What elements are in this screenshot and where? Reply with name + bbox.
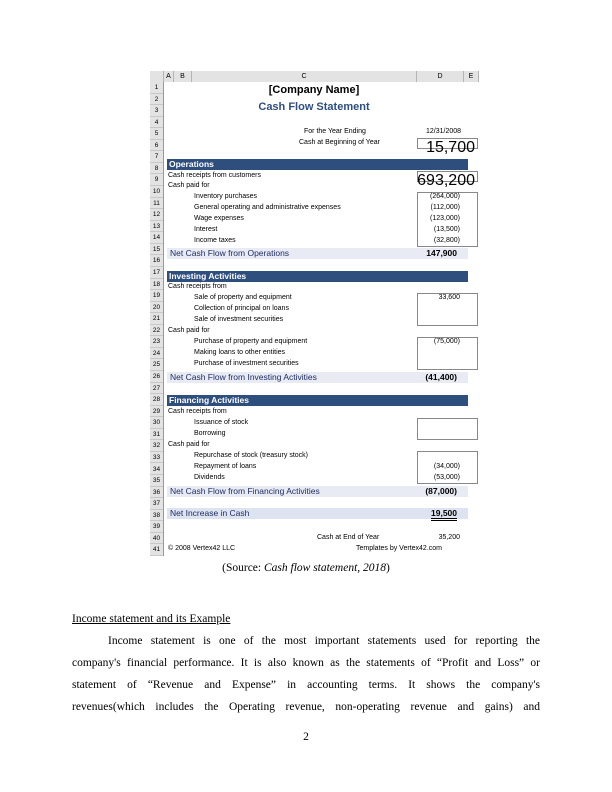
financing-header: Financing Activities	[167, 395, 468, 406]
row-number: 22	[150, 325, 163, 337]
row-number: 8	[150, 163, 163, 175]
page-number: 2	[303, 731, 309, 743]
row-number: 23	[150, 336, 163, 348]
caption-prefix: (Source:	[222, 562, 264, 574]
row-number: 16	[150, 255, 163, 267]
row-number: 7	[150, 151, 163, 163]
row-number: 15	[150, 244, 163, 256]
sheet-body	[164, 82, 479, 556]
fin-net-value: (87,000)	[425, 486, 457, 496]
row-number: 14	[150, 232, 163, 244]
operations-header: Operations	[167, 159, 468, 170]
inv-receipt-value: 33,600	[438, 294, 460, 301]
inv-receipts-label: Cash receipts from	[168, 283, 227, 290]
row-number: 39	[150, 521, 163, 533]
inv-net-label: Net Cash Flow from Investing Activities	[170, 372, 317, 382]
begin-cash-label: Cash at Beginning of Year	[299, 139, 380, 146]
year-ending-value: 12/31/2008	[426, 128, 462, 135]
row-number: 40	[150, 533, 163, 545]
row-number: 41	[150, 544, 163, 556]
net-increase-label: Net Increase in Cash	[170, 508, 250, 518]
figure-caption	[0, 561, 612, 575]
row-number: 17	[150, 267, 163, 279]
row-number: 38	[150, 510, 163, 522]
row-number: 28	[150, 394, 163, 406]
row-number: 5	[150, 128, 163, 140]
row-number: 21	[150, 313, 163, 325]
row-number: 20	[150, 302, 163, 314]
row-number: 12	[150, 209, 163, 221]
row-number: 25	[150, 359, 163, 371]
net-increase-value: 19,500	[431, 508, 457, 521]
row-number: 9	[150, 174, 163, 186]
statement-title: Cash Flow Statement	[258, 101, 370, 113]
paragraph-line: revenues(which includes the Operating revenue, non-operating revenue and gains) and	[72, 701, 540, 713]
row-number: 35	[150, 475, 163, 487]
row-number: 18	[150, 279, 163, 291]
cash-flow-spreadsheet	[150, 71, 479, 556]
end-cash-label: Cash at End of Year	[317, 534, 380, 541]
row-number: 26	[150, 371, 163, 383]
inv-paid-item-value: (75,000)	[433, 338, 460, 345]
row-number: 36	[150, 487, 163, 499]
inv-paid-item-label: Purchase of property and equipment	[194, 338, 308, 345]
net-increase-row	[167, 508, 468, 519]
inv-paid-item-label: Purchase of investment securities	[194, 360, 299, 367]
receipts-label: Cash receipts from customers	[168, 172, 261, 179]
row-number: 31	[150, 429, 163, 441]
ops-item-value: (112,000)	[430, 204, 460, 211]
fin-paid-item-value: (53,000)	[433, 474, 460, 481]
row-header-bar	[150, 82, 164, 556]
fin-paid-item-value: (34,000)	[433, 463, 460, 470]
column-header-d: D	[417, 71, 464, 82]
end-cash-value: 35,200	[438, 534, 460, 541]
row-number: 11	[150, 198, 163, 210]
row-number: 6	[150, 140, 163, 152]
ops-item-label: Inventory purchases	[194, 193, 258, 200]
ops-item-label: Interest	[194, 226, 218, 233]
ops-net-label: Net Cash Flow from Operations	[170, 248, 290, 258]
company-name: [Company Name]	[268, 84, 360, 96]
ops-item-value: (13,500)	[433, 226, 460, 233]
fin-receipts-label: Cash receipts from	[168, 408, 227, 415]
ops-item-label: Wage expenses	[194, 215, 244, 222]
inv-net-row	[167, 372, 468, 383]
inv-net-value: (41,400)	[425, 372, 457, 382]
ops-net-value: 147,900	[426, 248, 457, 258]
ops-item-value: (264,000)	[430, 193, 460, 200]
caption-source: Cash flow statement, 2018	[263, 562, 387, 574]
ops-item-value: (123,000)	[430, 215, 460, 222]
fin-net-label: Net Cash Flow from Financing Activities	[170, 486, 320, 496]
row-number: 34	[150, 464, 163, 476]
ops-paid-label: Cash paid for	[168, 182, 210, 189]
column-header-a: A	[164, 71, 174, 82]
templates-credit: Templates by Vertex42.com	[356, 545, 442, 552]
row-number: 27	[150, 383, 163, 395]
ops-item-label: General operating and administrative expenses	[194, 204, 341, 211]
caption-suffix: )	[386, 562, 390, 574]
copyright: © 2008 Vertex42 LLC	[168, 545, 236, 552]
row-number: 29	[150, 406, 163, 418]
paragraph-line: company's financial performance. It is also known as the statements of “Profit and Loss” or	[72, 657, 540, 669]
fin-paid-item-label: Dividends	[194, 474, 225, 481]
fin-receipt-label: Borrowing	[194, 430, 226, 437]
ops-net-row	[167, 248, 468, 259]
corner-cell	[150, 71, 164, 82]
column-header-c: C	[192, 71, 417, 82]
row-number: 30	[150, 417, 163, 429]
inv-paid-item-label: Making loans to other entities	[194, 349, 286, 356]
row-number: 2	[150, 94, 163, 106]
row-number: 24	[150, 348, 163, 360]
section-heading: Income statement and its Example	[72, 613, 231, 625]
row-number: 32	[150, 440, 163, 452]
column-header-e: E	[464, 71, 479, 82]
year-ending-label: For the Year Ending	[304, 128, 366, 135]
inv-paid-label: Cash paid for	[168, 327, 210, 334]
fin-paid-item-label: Repayment of loans	[194, 463, 257, 470]
paragraph-line: Income statement is one of the most important statements used for reporting the	[108, 635, 540, 647]
begin-cash-value: 15,700	[426, 139, 475, 156]
row-number: 10	[150, 186, 163, 198]
fin-net-row	[167, 486, 468, 497]
row-number: 1	[150, 82, 163, 94]
row-number: 3	[150, 105, 163, 117]
row-number: 13	[150, 221, 163, 233]
row-number: 33	[150, 452, 163, 464]
inv-receipt-label: Sale of property and equipment	[194, 294, 292, 301]
ops-item-label: Income taxes	[194, 237, 236, 244]
fin-paid-item-label: Repurchase of stock (treasury stock)	[194, 452, 308, 459]
paragraph-line: statement of “Revenue and Expense” in accounting terms. It shows the company's	[72, 679, 540, 691]
fin-paid-label: Cash paid for	[168, 441, 210, 448]
row-number: 19	[150, 290, 163, 302]
ops-item-value: (32,800)	[433, 237, 460, 244]
row-number: 4	[150, 117, 163, 129]
column-header-b: B	[174, 71, 192, 82]
inv-receipt-label: Sale of investment securities	[194, 316, 284, 323]
fin-receipt-label: Issuance of stock	[194, 419, 249, 426]
receipts-value: 693,200	[417, 172, 475, 189]
investing-header: Investing Activities	[167, 271, 468, 282]
row-number: 37	[150, 498, 163, 510]
inv-receipt-label: Collection of principal on loans	[194, 305, 289, 312]
